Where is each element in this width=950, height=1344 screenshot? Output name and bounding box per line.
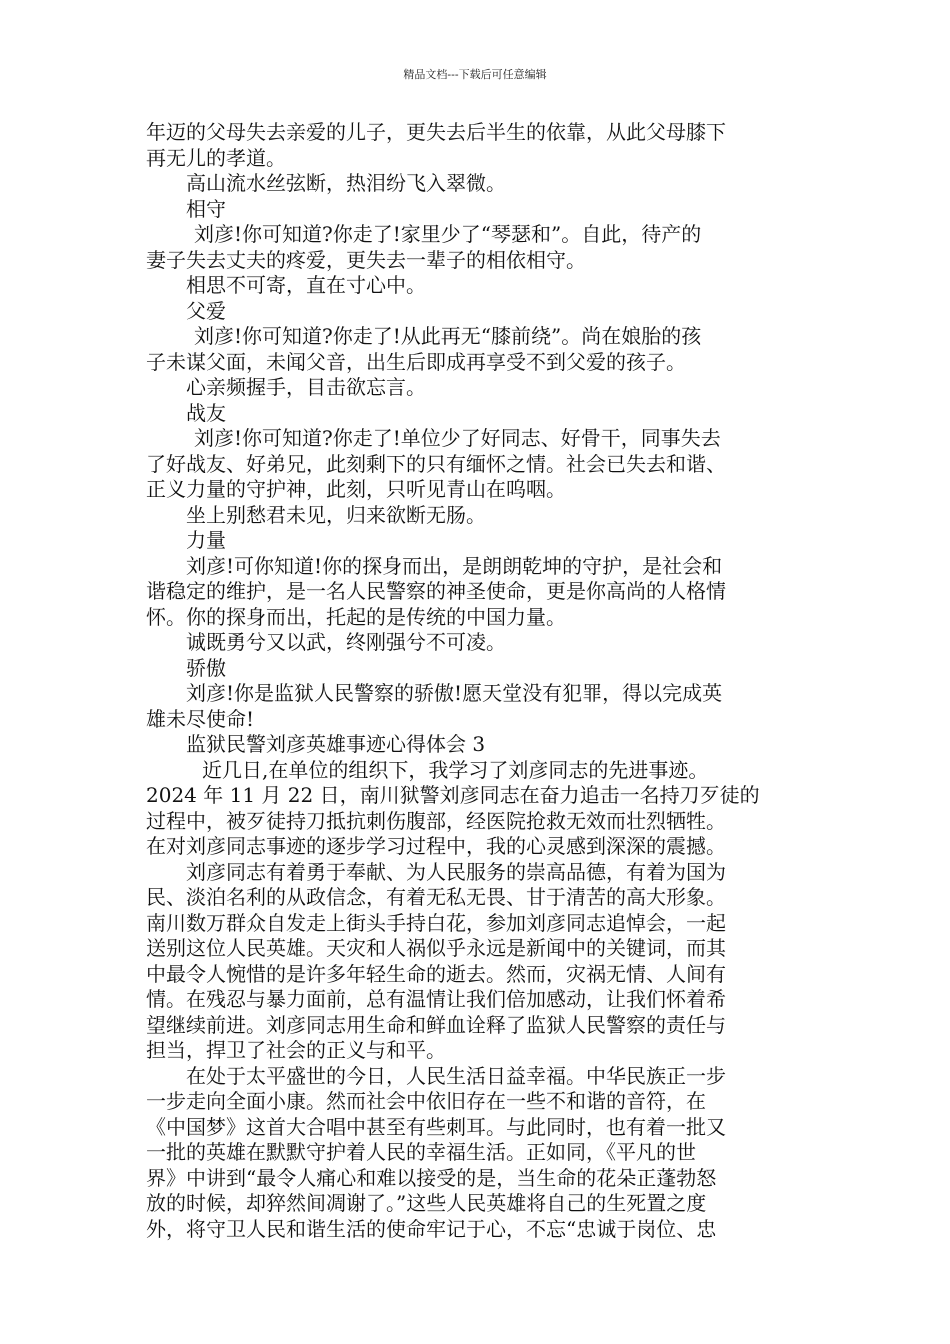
text-line: 放的时候，却猝然间凋谢了。”这些人民英雄将自己的生死置之度 bbox=[146, 1191, 707, 1215]
text-line: 2024 年 11 月 22 日，南川狱警刘彦同志在奋力追击一名持刀歹徒的 bbox=[146, 783, 760, 807]
text-line: 刘彦!你是监狱人民警察的骄傲!愿天堂没有犯罪，得以完成英 bbox=[186, 681, 723, 705]
text-line: 情。在残忍与暴力面前，总有温情让我们倍加感动，让我们怀着希 bbox=[146, 987, 726, 1011]
text-line: 妻子失去丈夫的疼爱，更失去一辈子的相依相守。 bbox=[146, 247, 586, 272]
text-line: 谐稳定的维护，是一名人民警察的神圣使命，更是你高尚的人格情 bbox=[146, 579, 726, 603]
text-line: 送别这位人民英雄。天灾和人祸似乎永远是新闻中的关键词，而其 bbox=[146, 936, 726, 960]
text-line: 战友 bbox=[186, 400, 226, 425]
text-line: 一步走向全面小康。然而社会中依旧存在一些不和谐的音符，在 bbox=[146, 1089, 706, 1113]
text-line: 界》中讲到“最令人痛心和难以接受的是，当生命的花朵正蓬勃怒 bbox=[146, 1165, 717, 1190]
text-line: 心亲频握手，目击欲忘言。 bbox=[186, 375, 426, 399]
text-line: 在处于太平盛世的今日，人民生活日益幸福。中华民族正一步 bbox=[186, 1063, 726, 1088]
text-line: 在对刘彦同志事迹的逐步学习过程中，我的心灵感到深深的震撼。 bbox=[146, 834, 726, 858]
text-line: 年迈的父母失去亲爱的儿子，更失去后半生的依靠，从此父母膝下 bbox=[146, 120, 726, 144]
text-line: 刘彦!可你知道!你的探身而出，是朗朗乾坤的守护，是社会和 bbox=[186, 553, 723, 578]
text-line: 诚既勇兮又以武，终刚强兮不可凌。 bbox=[186, 630, 506, 654]
text-line: 外，将守卫人民和谐生活的使命牢记于心，不忘“忠诚于岗位、忠 bbox=[146, 1216, 717, 1241]
document-body bbox=[146, 120, 806, 1242]
text-line: 再无儿的孝道。 bbox=[146, 145, 286, 170]
text-line: 中最令人惋惜的是许多年轻生命的逝去。然而，灾祸无情、人间有 bbox=[146, 961, 726, 986]
text-line: 正义力量的守护神，此刻，只听见青山在呜咽。 bbox=[146, 477, 566, 501]
text-line: 望继续前进。刘彦同志用生命和鲜血诠释了监狱人民警察的责任与 bbox=[146, 1012, 726, 1037]
text-line: 刘彦同志有着勇于奉献、为人民服务的崇高品德，有着为国为 bbox=[186, 859, 726, 884]
text-line: 刘彦!你可知道?你走了!家里少了“琴瑟和”。自此，待产的 bbox=[194, 222, 702, 246]
text-line: 民、淡泊名利的从政信念，有着无私无畏、甘于清苦的高大形象。 bbox=[146, 885, 726, 909]
text-line: 相思不可寄，直在寸心中。 bbox=[186, 273, 426, 297]
text-line: 高山流水丝弦断，热泪纷飞入翠微。 bbox=[186, 171, 506, 195]
text-line: 南川数万群众自发走上街头手持白花，参加刘彦同志追悼会，一起 bbox=[146, 910, 726, 935]
text-line: 怀。你的探身而出，托起的是传统的中国力量。 bbox=[146, 604, 566, 629]
text-line: 子未谋父面，未闻父音，出生后即成再享受不到父爱的孩子。 bbox=[146, 349, 686, 374]
text-line: 近几日,在单位的组织下，我学习了刘彦同志的先进事迹。 bbox=[202, 757, 709, 782]
text-line: 父爱 bbox=[186, 298, 226, 323]
text-line: 担当，捍卫了社会的正义与和平。 bbox=[146, 1038, 446, 1062]
page-header: 精品文档---下载后可任意编辑 bbox=[403, 68, 547, 81]
text-line: 力量 bbox=[186, 528, 226, 552]
text-line: 相守 bbox=[186, 196, 226, 221]
text-line: 《中国梦》这首大合唱中甚至有些刺耳。与此同时，也有着一批又 bbox=[146, 1114, 726, 1139]
text-line: 监狱民警刘彦英雄事迹心得体会 3 bbox=[186, 732, 486, 756]
text-line: 刘彦!你可知道?你走了!从此再无“膝前绕”。尚在娘胎的孩 bbox=[194, 324, 702, 348]
text-line: 雄未尽使命! bbox=[146, 706, 255, 731]
text-line: 过程中，被歹徒持刀抵抗刺伤腹部，经医院抢救无效而壮烈牺牲。 bbox=[146, 808, 726, 833]
text-line: 一批的英雄在默默守护着人民的幸福生活。正如同，《平凡的世 bbox=[146, 1140, 696, 1164]
text-line: 坐上别愁君未见，归来欲断无肠。 bbox=[186, 502, 486, 527]
text-line: 骄傲 bbox=[186, 655, 226, 680]
text-line: 刘彦!你可知道?你走了!单位少了好同志、好骨干，同事失去 bbox=[194, 426, 721, 450]
text-line: 了好战友、好弟兄，此刻剩下的只有缅怀之情。社会已失去和谐、 bbox=[146, 451, 726, 476]
